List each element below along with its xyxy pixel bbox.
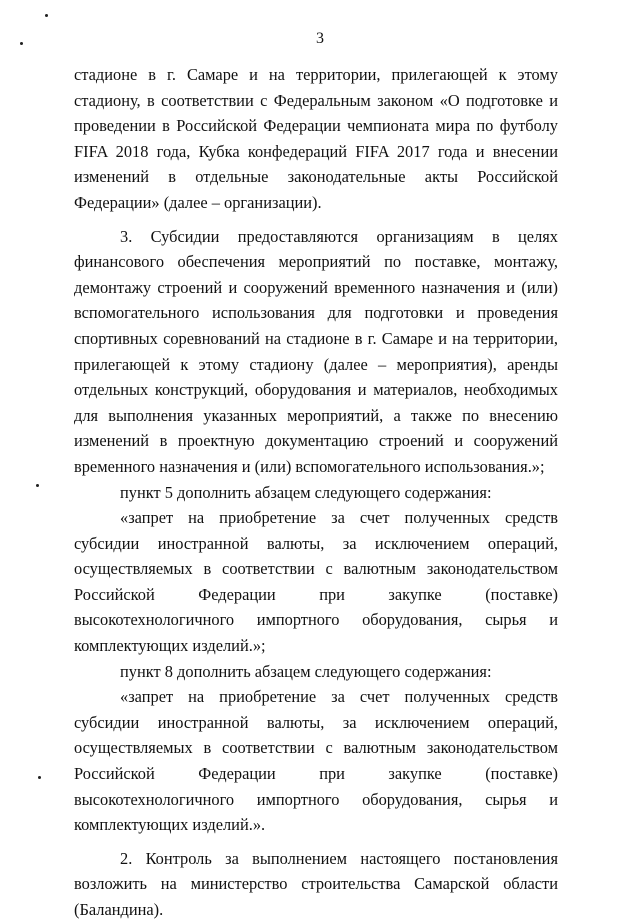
scan-speck [45, 14, 48, 17]
page-number: 3 [316, 30, 324, 47]
document-body [74, 62, 558, 923]
paragraph-control-clause: 2. Контроль за выполнением настоящего постановления возложить на министерство строительства Самарской области (Баландина). [74, 848, 558, 919]
paragraph-point-8-amendment: пункт 8 дополнить абзацем следующего содержания: [120, 661, 492, 681]
paragraph-point-8-text: «запрет на приобретение за счет полученных средств субсидии иностранной валюты, за исключением операций, осуществляемых в соответствии с валютным законодательством Российской Федерации при закупке (поставке) высокотехнологичного импортного оборудования, сырья и комплектующих изделий.». [74, 687, 558, 835]
scan-speck [36, 484, 39, 487]
paragraph-point-5-amendment: пункт 5 дополнить абзацем следующего содержания: [120, 482, 492, 502]
paragraph-point-5-text: «запрет на приобретение за счет полученных средств субсидии иностранной валюты, за исключением операций, осуществляемых в соответствии с валютным законодательством Российской Федерации при закупке (поставке) высокотехнологичного импортного оборудования, сырья и комплектующих изделий.»; [74, 508, 558, 656]
paragraph-continuation: стадионе в г. Самаре и на территории, прилегающей к этому стадиону, в соответствии с Федеральным законом «О подготовке и проведении в Российской Федерации чемпионата мира по футболу FIFA 2018 года, Кубка конфедераций FIFA 2017 года и внесении изменений в отдельные законодательные акты Российской Федерации» (далее – организации). [74, 65, 558, 212]
scan-speck [38, 776, 41, 779]
paragraph-item-3-subsidies: 3. Субсидии предоставляются организациям в целях финансового обеспечения мероприятий по поставке, монтажу, демонтажу строений и сооружений временного назначения и (или) вспомогательного использования для подготовки и проведения спортивных соревнований на стадионе в г. Самаре и на территории, прилегающей к этому стадиону (далее – мероприятия), аренды отдельных конструкций, оборудования и материалов, необходимых для выполнения указанных мероприятий, а также по внесению изменений в проектную документацию строений и сооружений временного назначения и (или) вспомогательного использования.»; [74, 226, 558, 476]
